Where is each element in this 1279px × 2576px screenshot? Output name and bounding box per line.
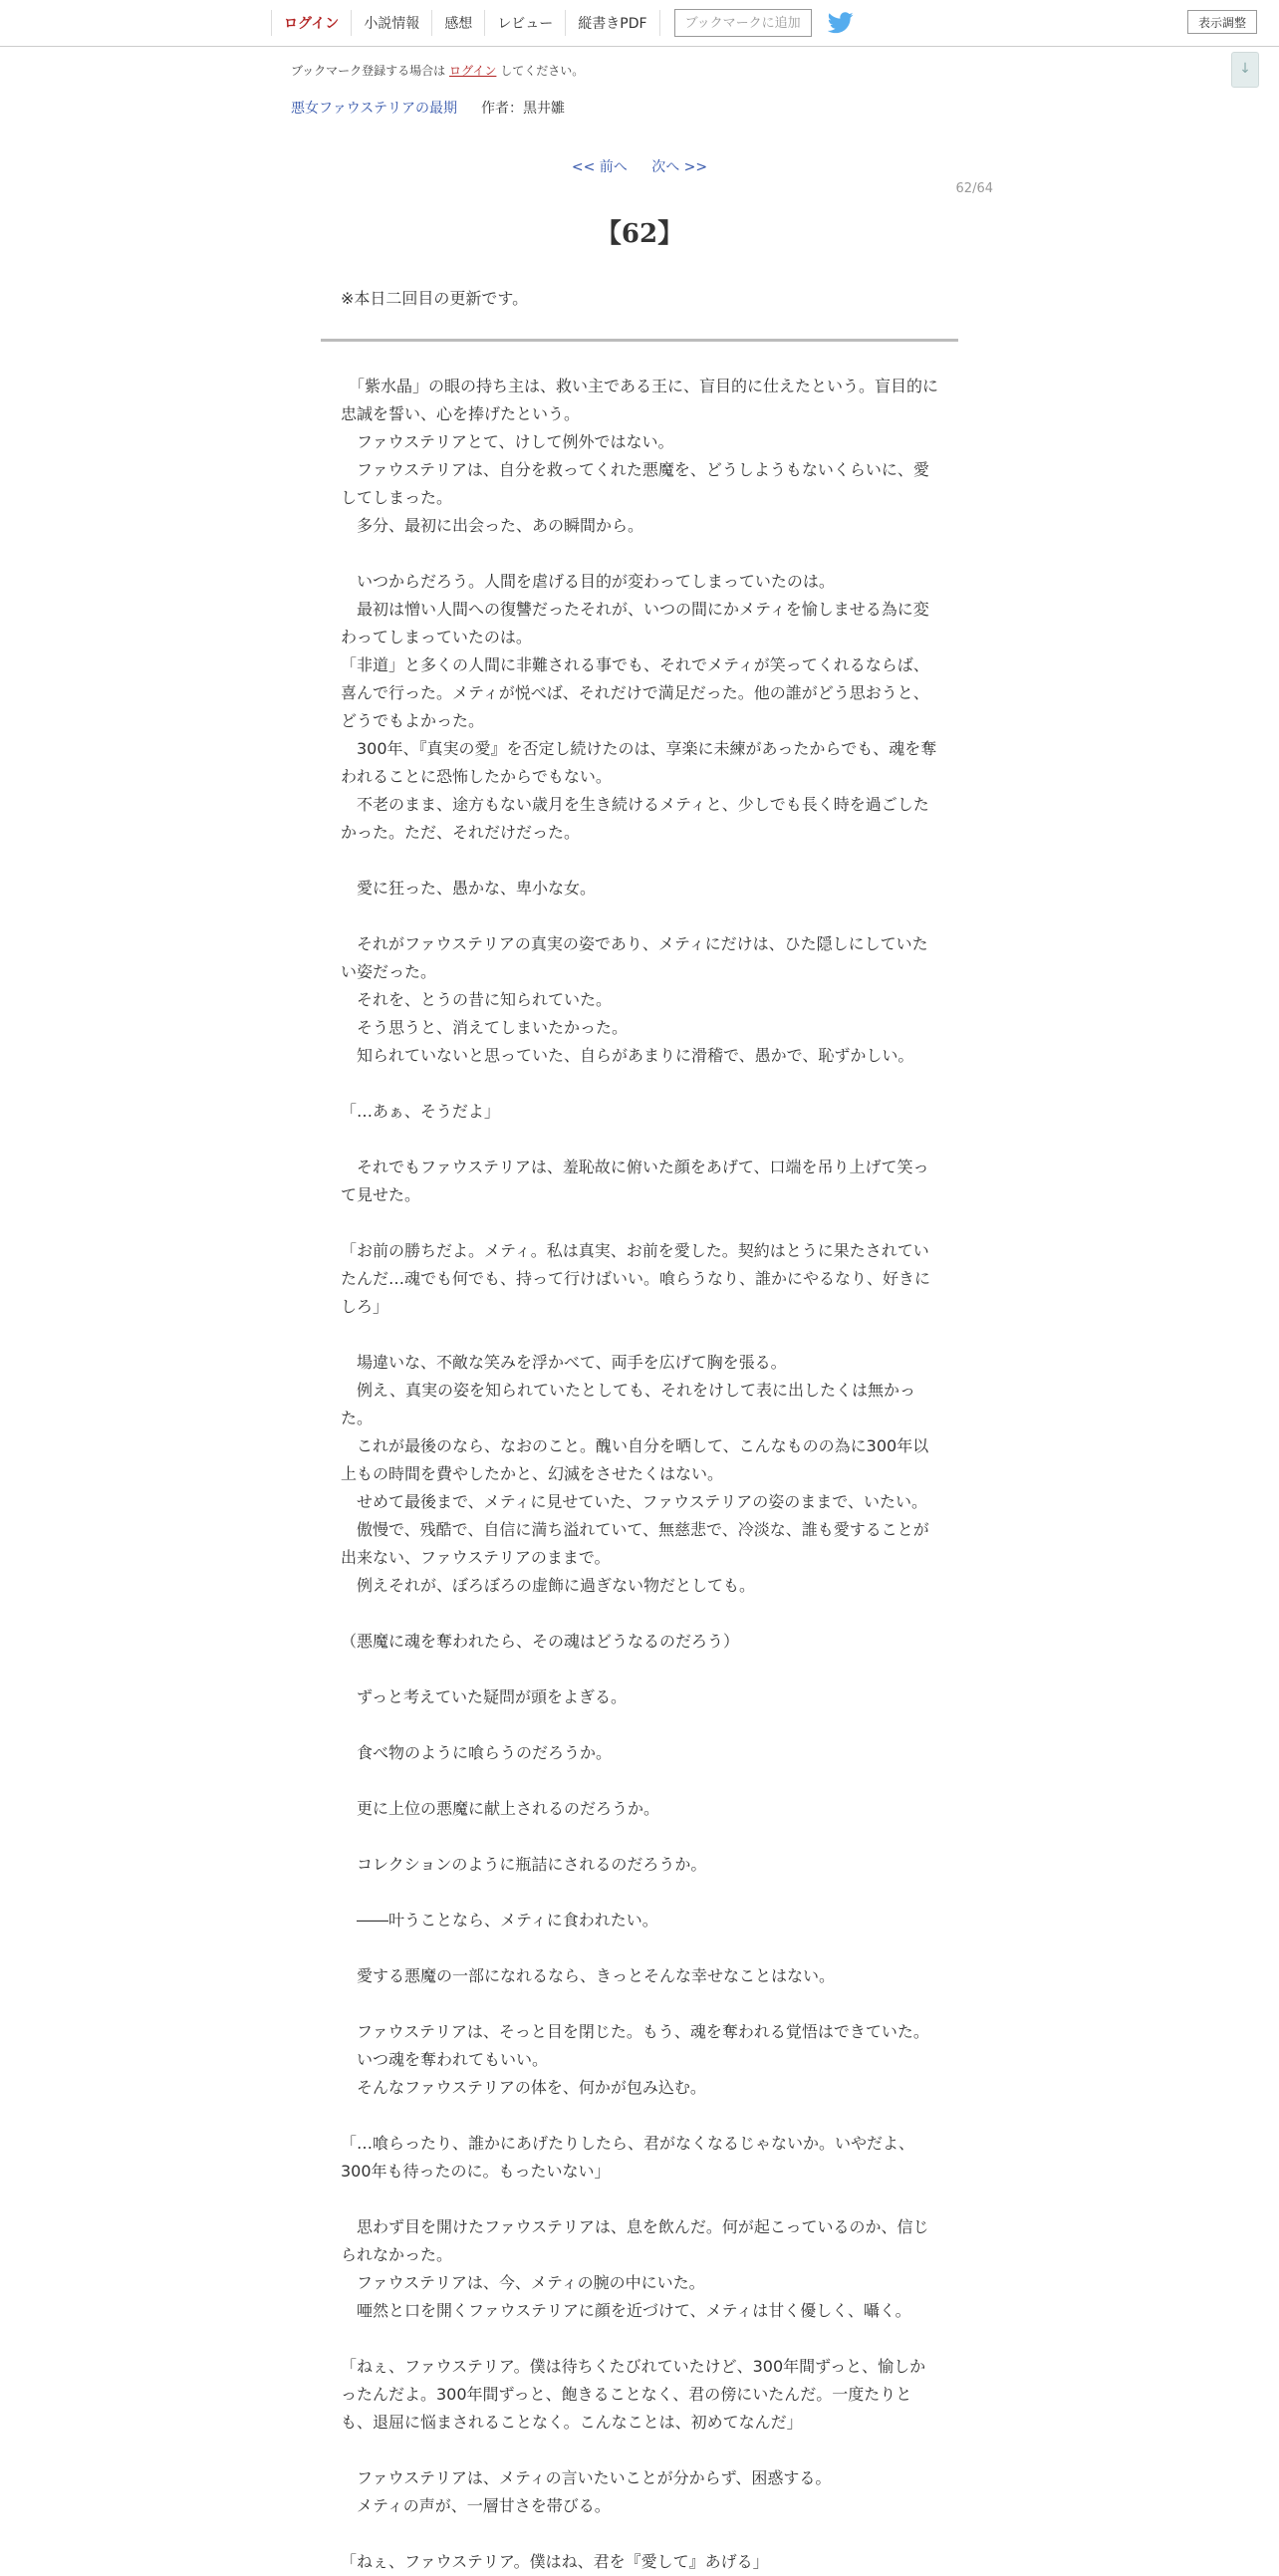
- body-paragraph: 「…あぁ、そうだよ」: [341, 1102, 500, 1121]
- body-paragraph: （悪魔に魂を奪われたら、その魂はどうなるのだろう）: [341, 1632, 740, 1651]
- blank-line: [341, 1126, 938, 1154]
- blank-line: [341, 847, 938, 875]
- chapter-count: 62/64: [955, 181, 993, 196]
- body-paragraph: 食べ物のように喰らうのだろうか。: [341, 1743, 613, 1762]
- body-paragraph: ファウステリアは、そっと目を閉じた。もう、魂を奪われる覚悟はできていた。: [341, 2022, 929, 2041]
- body-paragraph: メティの声が、一層甘さを帯びる。: [341, 2496, 611, 2515]
- blank-line: [341, 1209, 938, 1237]
- display-adjust-button[interactable]: 表示調整: [1187, 10, 1257, 34]
- nav-vertical-pdf[interactable]: 縦書きPDF: [565, 10, 659, 36]
- body-paragraph: そんなファウステリアの体を、何かが包み込む。: [341, 2078, 706, 2097]
- notice-text-after: してください。: [500, 64, 585, 78]
- body-paragraph: 不老のまま、途方もない歳月を生き続けるメティと、少しでも長く時を過ごしたかった。ただ、それだけだった。: [341, 795, 929, 842]
- body-paragraph: ――叶うことなら、メティに食われたい。: [341, 1911, 658, 1930]
- blank-line: [341, 902, 938, 930]
- body-paragraph: 唖然と口を開くファウステリアに顔を近づけて、メティは甘く優しく、囁く。: [341, 2301, 911, 2320]
- body-paragraph: 「ねぇ、ファウステリア。僕は待ちくたびれていたけど、300年間ずっと、愉しかったんだよ。300年間ずっと、飽きることなく、君の傍にいたんだ。一度たりとも、退屈に悩まされることなく。こんなことは、初めてなんだ」: [341, 2357, 926, 2432]
- blank-line: [341, 1990, 938, 2018]
- blank-line: [341, 2102, 938, 2130]
- main-nav: [271, 0, 854, 46]
- blank-line: [341, 540, 938, 568]
- chapter-title: 【62】: [595, 219, 684, 249]
- blank-line: [341, 2186, 938, 2213]
- scroll-down-button[interactable]: ↓: [1231, 52, 1259, 88]
- body-paragraph: 例えそれが、ぼろぼろの虚飾に過ぎない物だとしても。: [341, 1576, 756, 1595]
- nav-login[interactable]: ログイン: [271, 10, 351, 36]
- blank-line: [341, 2437, 938, 2464]
- twitter-bird-icon[interactable]: [828, 12, 854, 34]
- body-paragraph: 愛に狂った、愚かな、卑小な女。: [341, 879, 597, 898]
- body-paragraph: ファウステリアは、今、メティの腕の中にいた。: [341, 2273, 705, 2292]
- body-paragraph: 場違いな、不敵な笑みを浮かべて、両手を広げて胸を張る。: [341, 1353, 787, 1372]
- body-paragraph: それでもファウステリアは、羞恥故に俯いた顔をあげて、口端を吊り上げて笑って見せた。: [341, 1158, 929, 1204]
- notice-text-before: ブックマーク登録する場合は: [291, 64, 446, 78]
- blank-line: [341, 1600, 938, 1628]
- blank-line: [341, 2520, 938, 2548]
- body-paragraph: 「ねぇ、ファウステリア。僕はね、君を『愛して』あげる」: [341, 2552, 769, 2571]
- top-navigation-bar: [0, 0, 1279, 47]
- body-paragraph: ファウステリアとて、けして例外ではない。: [341, 432, 674, 451]
- chapter-body: [341, 373, 938, 2576]
- blank-line: [341, 1711, 938, 1739]
- blank-line: [341, 1321, 938, 1349]
- nav-novel-info[interactable]: 小説情報: [351, 10, 431, 36]
- bookmark-login-notice: [291, 62, 584, 79]
- body-paragraph: 思わず目を開けたファウステリアは、息を飲んだ。何が起こっているのか、信じられなかった。: [341, 2217, 929, 2264]
- body-paragraph: コレクションのように瓶詰にされるのだろうか。: [341, 1855, 707, 1874]
- nav-impressions[interactable]: 感想: [431, 10, 484, 36]
- body-paragraph: そう思うと、消えてしまいたかった。: [341, 1018, 629, 1037]
- novel-title-link[interactable]: 悪女ファウステリアの最期: [291, 101, 458, 117]
- add-bookmark-button[interactable]: ブックマークに追加: [674, 9, 812, 37]
- body-paragraph: 最初は憎い人間への復讐だったそれが、いつの間にかメティを愉しませる為に変わってしまっていたのは。: [341, 600, 929, 646]
- body-paragraph: いつからだろう。人間を虐げる目的が変わってしまっていたのは。: [341, 572, 835, 591]
- blank-line: [341, 1070, 938, 1098]
- body-paragraph: ファウステリアは、自分を救ってくれた悪魔を、どうしようもないくらいに、愛してしまった。: [341, 460, 929, 507]
- next-chapter-link[interactable]: 次へ >>: [651, 159, 708, 175]
- body-paragraph: いつ魂を奪われてもいい。: [341, 2050, 549, 2069]
- novel-info: [291, 98, 565, 118]
- body-paragraph: ファウステリアは、メティの言いたいことが分からず、困惑する。: [341, 2468, 832, 2487]
- body-paragraph: それがファウステリアの真実の姿であり、メティにだけは、ひた隠しにしていたい姿だった。: [341, 934, 928, 981]
- body-paragraph: これが最後のなら、なおのこと。醜い自分を晒して、こんなものの為に300年以上もの時間を費やしたかと、幻滅をさせたくはない。: [341, 1436, 929, 1483]
- chapter-pager: [0, 156, 1279, 176]
- prev-chapter-link[interactable]: << 前へ: [571, 159, 628, 175]
- blank-line: [341, 2325, 938, 2353]
- body-paragraph: 「お前の勝ちだよ。メティ。私は真実、お前を愛した。契約はとうに果たされていたんだ…魂でも何でも、持って行けばいい。喰らうなり、誰かにやるなり、好きにしろ」: [341, 1241, 931, 1316]
- nav-review[interactable]: レビュー: [484, 10, 565, 36]
- chapter-preface: ※本日二回目の更新です。: [341, 289, 529, 308]
- blank-line: [341, 1934, 938, 1962]
- body-paragraph: 愛する悪魔の一部になれるなら、きっとそんな幸せなことはない。: [341, 1966, 836, 1985]
- blank-line: [341, 1656, 938, 1683]
- body-paragraph: ずっと考えていた疑問が頭をよぎる。: [341, 1687, 628, 1706]
- body-paragraph: 傲慢で、残酷で、自信に満ち溢れていて、無慈悲で、冷淡な、誰も愛することが出来ない、ファウステリアのままで。: [341, 1520, 929, 1567]
- author-name: 作者：黒井雛: [481, 101, 566, 117]
- blank-line: [341, 1823, 938, 1851]
- body-paragraph: 300年、『真実の愛』を否定し続けたのは、享楽に未練があったからでも、魂を奪われることに恐怖したからでもない。: [341, 739, 937, 786]
- notice-login-link[interactable]: ログイン: [449, 64, 497, 78]
- body-paragraph: 多分、最初に出会った、あの瞬間から。: [341, 516, 644, 535]
- body-paragraph: せめて最後まで、メティに見せていた、ファウステリアの姿のままで、いたい。: [341, 1492, 927, 1511]
- preface-divider: [321, 339, 958, 342]
- body-paragraph: 例え、真実の姿を知られていたとしても、それをけして表に出したくは無かった。: [341, 1381, 915, 1427]
- blank-line: [341, 1767, 938, 1795]
- body-paragraph: 「非道」と多くの人間に非難される事でも、それでメティが笑ってくれるならば、喜んで行った。メティが悦べば、それだけで満足だった。他の誰がどう思おうと、どうでもよかった。: [341, 655, 929, 730]
- blank-line: [341, 1879, 938, 1907]
- body-paragraph: 知られていないと思っていた、自らがあまりに滑稽で、愚かで、恥ずかしい。: [341, 1046, 914, 1065]
- body-paragraph: それを、とうの昔に知られていた。: [341, 990, 613, 1009]
- body-paragraph: 「…喰らったり、誰かにあげたりしたら、君がなくなるじゃないか。いやだよ、300年も待ったのに。もったいない」: [341, 2134, 915, 2181]
- body-paragraph: 更に上位の悪魔に献上されるのだろうか。: [341, 1799, 660, 1818]
- body-paragraph: 「紫水晶」の眼の持ち主は、救い主である王に、盲目的に仕えたという。盲目的に忠誠を誓い、心を捧げたという。: [341, 377, 939, 423]
